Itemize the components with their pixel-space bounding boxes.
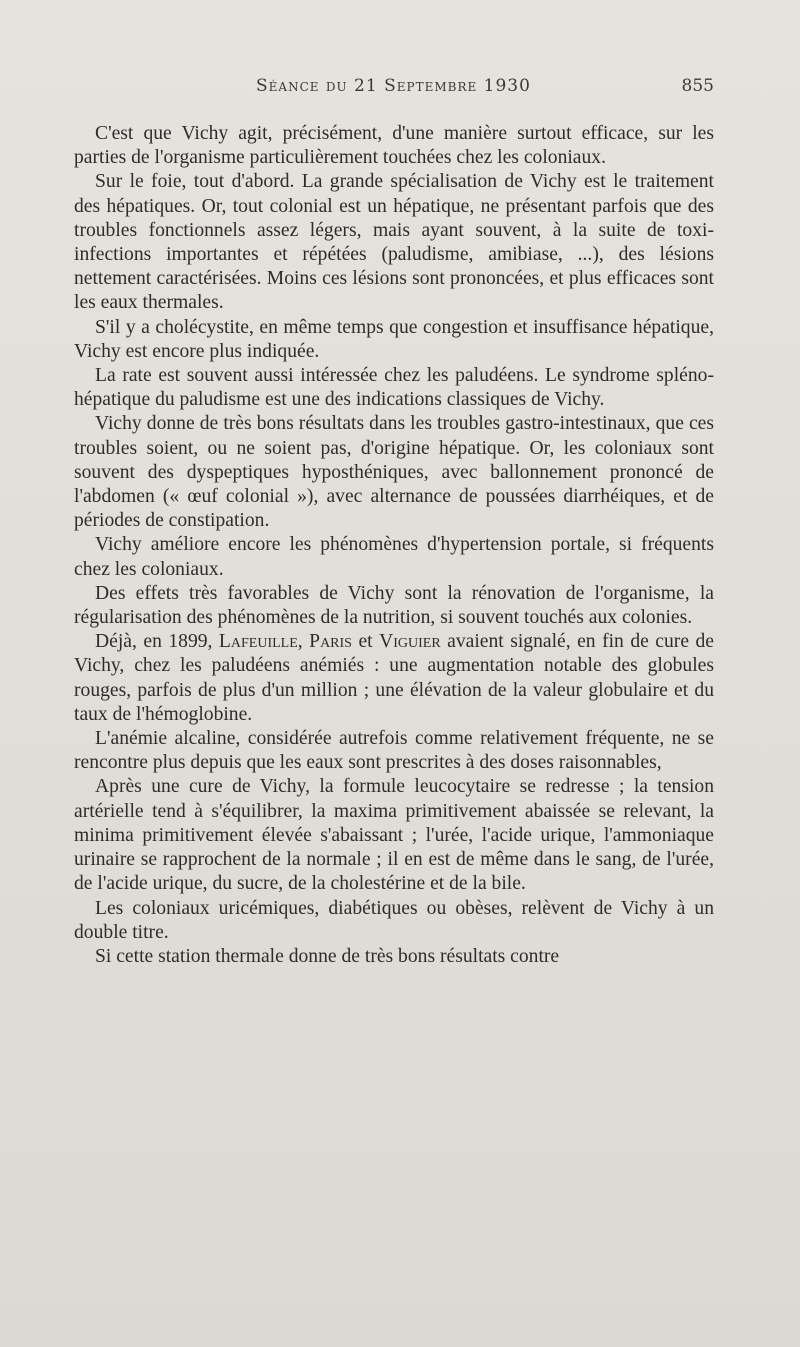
paragraph: Si cette station thermale donne de très bons résultats contre bbox=[95, 945, 560, 967]
running-title: Séance du 21 Septembre 1930 bbox=[256, 76, 531, 96]
text-run: avaient signalé, en fin de cure de Vichy, chez les paludéens anémiés : une augmentation notable des globules rouges, parfois de plus d'un million ; une élévation de la valeur globulaire et du taux de l'hémoglobine. bbox=[74, 631, 714, 725]
paragraph-with-authors bbox=[74, 630, 714, 727]
author-name: Lafeuille bbox=[218, 631, 298, 653]
author-name: Paris bbox=[309, 631, 352, 653]
paragraph: L'anémie alcaline, considérée autrefois comme relativement fréquente, ne se rencontre plus depuis que les eaux sont prescrites à des doses raisonnables, bbox=[74, 728, 714, 774]
paragraph: S'il y a cholécystite, en même temps que congestion et insuffisance hépatique, Vichy est encore plus indiquée. bbox=[74, 316, 714, 362]
paragraph: Vichy améliore encore les phénomènes d'hypertension portale, si fréquents chez les coloniaux. bbox=[74, 534, 714, 580]
paragraph: Sur le foie, tout d'abord. La grande spécialisation de Vichy est le traitement des hépatiques. Or, tout colonial est un hépatique, ne présentant parfois que des troubles fonctionnels assez légers, mais ayant souvent, à la suite de toxi-infections importantes et répétées (paludisme, amibiase, ...), des lésions nettement caractérisées. Moins ces lésions sont prononcées, et plus efficaces sont les eaux thermales. bbox=[74, 171, 714, 314]
paragraph: Après une cure de Vichy, la formule leucocytaire se redresse ; la tension artérielle tend à s'équilibrer, la maxima primitivement abaissée se relevant, la minima primitivement élevée s'abaissant ; l'urée, l'acide urique, l'ammoniaque urinaire se rapprochent de la normale ; il en est de même dans le sang, de l'urée, de l'acide urique, du sucre, de la cholestérine et de la bile. bbox=[74, 776, 714, 895]
text-run: et bbox=[351, 631, 380, 653]
running-header bbox=[76, 76, 714, 106]
paragraph: Vichy donne de très bons résultats dans les troubles gastro-intestinaux, que ces troubles soient, ou ne soient pas, d'origine hépatique. Or, les coloniaux sont souvent des dyspeptiques hyposthéniques, avec ballonnement prononcé de l'abdomen (« œuf colonial »), avec alternance de poussées diarrhéiques, et de périodes de constipation. bbox=[74, 413, 714, 532]
paragraph: Des effets très favorables de Vichy sont la rénovation de l'organisme, la régularisation des phénomènes de la nutrition, si souvent touchés aux colonies. bbox=[74, 582, 714, 629]
paragraph: Les coloniaux uricémiques, diabétiques ou obèses, relèvent de Vichy à un double titre. bbox=[74, 897, 714, 943]
paragraph: C'est que Vichy agit, précisément, d'une manière surtout efficace, sur les parties de l'organisme particulièrement touchées chez les coloniaux. bbox=[74, 123, 714, 169]
page-number: 855 bbox=[681, 76, 714, 96]
body-text bbox=[74, 122, 714, 969]
paragraph: La rate est souvent aussi intéressée chez les paludéens. Le syndrome spléno-hépatique du paludisme est une des indications classiques de Vichy. bbox=[74, 365, 714, 411]
text-run: , bbox=[297, 631, 310, 653]
author-name: Viguier bbox=[379, 631, 441, 653]
text-run: Déjà, en 1899, bbox=[95, 631, 219, 653]
